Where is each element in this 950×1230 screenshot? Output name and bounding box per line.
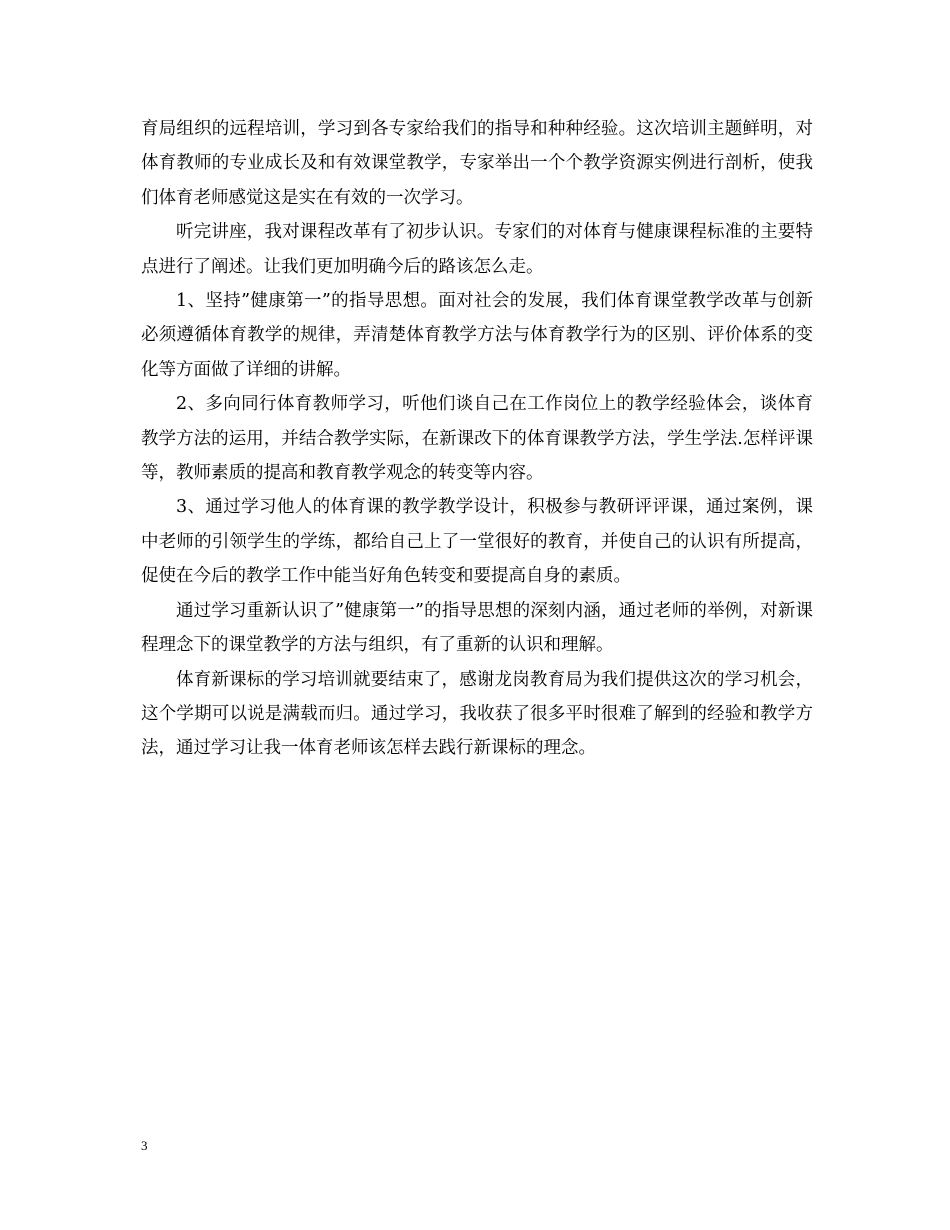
document-body — [141, 112, 813, 766]
paragraph-3: 1、坚持”健康第一”的指导思想。面对社会的发展，我们体育课堂教学改革与创新必须遵循体育教学的规律，弄清楚体育教学方法与体育教学行为的区别、评价体系的变化等方面做了详细的讲解。 — [141, 291, 813, 380]
page-number: 3 — [141, 1138, 148, 1153]
paragraph-2: 听完讲座，我对课程改革有了初步认识。专家们的对体育与健康课程标准的主要特点进行了阐述。让我们更加明确今后的路该怎么走。 — [141, 222, 813, 277]
paragraph-5: 3、通过学习他人的体育课的教学教学设计，积极参与教研评评课，通过案例，课中老师的引领学生的学练，都给自己上了一堂很好的教育，并使自己的认识有所提高，促使在今后的教学工作中能当好角色转变和要提高自身的素质。 — [141, 497, 813, 587]
paragraph-4: 2、多向同行体育教师学习，听他们谈自己在工作岗位上的教学经验体会，谈体育教学方法的运用，并结合教学实际，在新课改下的体育课教学方法，学生学法.怎样评课等，教师素质的提高和教育教学观念的转变等内容。 — [141, 394, 813, 484]
paragraph-7: 体育新课标的学习培训就要结束了，感谢龙岗教育局为我们提供这次的学习机会，这个学期可以说是满载而归。通过学习，我收获了很多平时很难了解到的经验和教学方法，通过学习让我一体育老师该怎样去践行新课标的理念。 — [141, 669, 813, 759]
paragraph-6: 通过学习重新认识了”健康第一”的指导思想的深刻内涵，通过老师的举例，对新课程理念下的课堂教学的方法与组织，有了重新的认识和理解。 — [141, 600, 813, 656]
paragraph-1: 育局组织的远程培训，学习到各专家给我们的指导和种种经验。这次培训主题鲜明，对体育教师的专业成长及和有效课堂教学，专家举出一个个教学资源实例进行剖析，使我们体育老师感觉这是实在有效的一次学习。 — [141, 119, 813, 208]
